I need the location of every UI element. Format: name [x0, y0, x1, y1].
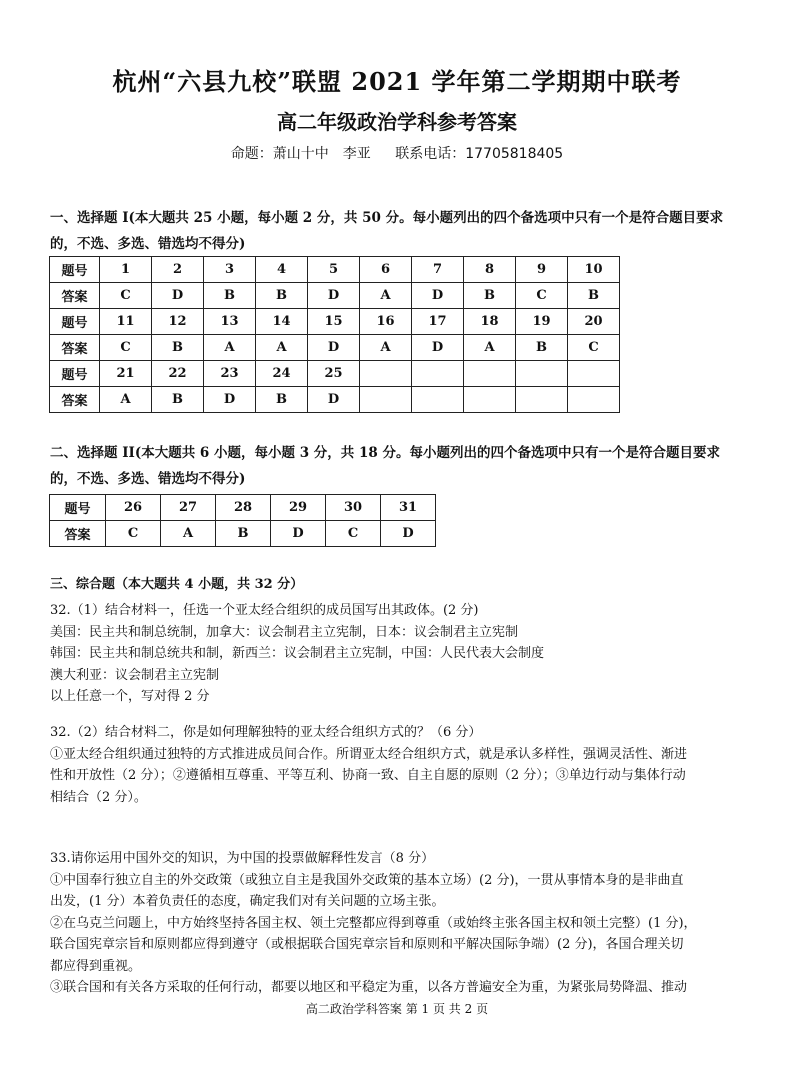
- table-cell: A: [204, 335, 256, 361]
- q33-question: 33.请你运用中国外交的知识，为中国的投票做解释性发言（8 分）: [50, 851, 435, 866]
- answer-line: 澳大利亚：议会制君主立宪制: [50, 667, 220, 683]
- table-cell: A: [161, 521, 216, 547]
- q32-2-question: 32.（2）结合材料二，你是如何理解独特的亚太经合组织方式的？（6 分）: [50, 725, 482, 740]
- q32-2-block: [50, 722, 744, 808]
- table-cell: [412, 387, 464, 413]
- row-label: 答案: [50, 521, 106, 547]
- author-line: [0, 143, 794, 163]
- section2-heading: 二、选择题 II(本大题共 6 小题，每小题 3 分，共 18 分。每小题列出的四个备选项中只有一个是符合题目要求 的，不选、多选、错选均不得分): [50, 445, 720, 487]
- table-cell: 4: [256, 257, 308, 283]
- table-cell: B: [152, 335, 204, 361]
- table-cell: C: [516, 283, 568, 309]
- section3-heading: 三、综合题（本大题共 4 小题，共 32 分）: [50, 577, 304, 592]
- page-footer: 高二政治学科答案 第 1 页 共 2 页: [305, 1002, 489, 1016]
- page-subtitle: 高二年级政治学科参考答案: [277, 110, 517, 134]
- table-cell: [360, 361, 412, 387]
- table-cell: [516, 361, 568, 387]
- table-cell: 27: [161, 495, 216, 521]
- answer-line: 出发，(1 分）本着负责任的态度，确定我们对有关问题的立场主张。: [50, 894, 445, 909]
- table-row: [50, 257, 620, 283]
- answer-line: 都应得到重视。: [50, 958, 142, 974]
- table-cell: 20: [568, 309, 620, 335]
- table-cell: 29: [271, 495, 326, 521]
- table-cell: C: [100, 335, 152, 361]
- table-cell: B: [516, 335, 568, 361]
- table-cell: 30: [326, 495, 381, 521]
- table-cell: B: [464, 283, 516, 309]
- table-cell: 6: [360, 257, 412, 283]
- table-cell: D: [308, 283, 360, 309]
- table-cell: D: [308, 387, 360, 413]
- table-cell: 26: [106, 495, 161, 521]
- answer-line: 相结合（2 分）。: [50, 789, 147, 805]
- table-cell: A: [360, 283, 412, 309]
- answer-line: 联合国宪章宗旨和原则都应得到遵守（或根据联合国宪章宗旨和原则和平解决国际争端）(2 分)，各国合理关切: [50, 937, 684, 952]
- table-cell: 14: [256, 309, 308, 335]
- table-cell: 7: [412, 257, 464, 283]
- table-cell: D: [412, 335, 464, 361]
- table-cell: D: [381, 521, 436, 547]
- author: 命题：萧山十中 李亚: [230, 146, 371, 162]
- table-cell: 10: [568, 257, 620, 283]
- table-cell: A: [360, 335, 412, 361]
- table-cell: D: [308, 335, 360, 361]
- table-cell: 24: [256, 361, 308, 387]
- table-row: [50, 387, 620, 413]
- row-label: 答案: [50, 387, 100, 413]
- section1-heading: 一、选择题 I(本大题共 25 小题，每小题 2 分，共 50 分。每小题列出的四个备选项中只有一个是符合题目要求 的，不选、多选、错选均不得分): [50, 210, 724, 252]
- row-label: 题号: [50, 361, 100, 387]
- table-cell: B: [568, 283, 620, 309]
- table-cell: C: [326, 521, 381, 547]
- answer-line: ②在乌克兰问题上，中方始终坚持各国主权、领土完整都应得到尊重（或始终主张各国主权和领土完整）(1 分)，: [50, 915, 697, 931]
- answer-line: 性和开放性（2 分）；②遵循相互尊重、平等互利、协商一致、自主自愿的原则（2 分）；③单边行动与集体行动: [50, 768, 686, 783]
- table-cell: 1: [100, 257, 152, 283]
- table-cell: 25: [308, 361, 360, 387]
- table-cell: D: [412, 283, 464, 309]
- table-cell: B: [256, 387, 308, 413]
- table-cell: 15: [308, 309, 360, 335]
- table-cell: D: [204, 387, 256, 413]
- table-row: [50, 521, 436, 547]
- answer-line: ①亚太经合组织通过独特的方式推进成员间合作。所谓亚太经合组织方式，就是承认多样性，强调灵活性、渐进: [50, 746, 688, 762]
- row-label: 题号: [50, 257, 100, 283]
- row-label: 题号: [50, 495, 106, 521]
- table-cell: B: [256, 283, 308, 309]
- table-cell: D: [271, 521, 326, 547]
- table-cell: [464, 361, 516, 387]
- answer-line: ①中国奉行独立自主的外交政策（或独立自主是我国外交政策的基本立场）(2 分)，一贯从事情本身的是非曲直: [50, 872, 684, 888]
- table-cell: 11: [100, 309, 152, 335]
- table-cell: 21: [100, 361, 152, 387]
- q32-1-block: [50, 600, 744, 708]
- table-cell: B: [204, 283, 256, 309]
- table-cell: B: [216, 521, 271, 547]
- table-cell: 13: [204, 309, 256, 335]
- table-cell: C: [568, 335, 620, 361]
- table-cell: 2: [152, 257, 204, 283]
- table-cell: C: [100, 283, 152, 309]
- table-cell: 16: [360, 309, 412, 335]
- answer-line: 美国：民主共和制总统制，加拿大：议会制君主立宪制，日本：议会制君主立宪制: [50, 624, 519, 640]
- answer-line: 韩国：民主共和制总统共和制，新西兰：议会制君主立宪制，中国：人民代表大会制度: [50, 646, 545, 661]
- table-cell: 31: [381, 495, 436, 521]
- table-cell: 12: [152, 309, 204, 335]
- table-cell: 9: [516, 257, 568, 283]
- answer-table-1: [49, 256, 620, 413]
- table-row: [50, 495, 436, 521]
- table-cell: B: [152, 387, 204, 413]
- page-title: 杭州“六县九校”联盟 2021 学年第二学期期中联考: [112, 67, 682, 96]
- table-row: [50, 283, 620, 309]
- table-cell: 28: [216, 495, 271, 521]
- table-cell: D: [152, 283, 204, 309]
- row-label: 答案: [50, 335, 100, 361]
- q32-1-question: 32.（1）结合材料一，任选一个亚太经合组织的成员国写出其政体。(2 分): [50, 603, 479, 618]
- table-cell: 8: [464, 257, 516, 283]
- phone: 联系电话：17705818405: [395, 146, 564, 162]
- table-cell: 3: [204, 257, 256, 283]
- table-cell: 5: [308, 257, 360, 283]
- table-cell: 17: [412, 309, 464, 335]
- table-cell: [412, 361, 464, 387]
- table-cell: [464, 387, 516, 413]
- table-cell: A: [100, 387, 152, 413]
- table-cell: [360, 387, 412, 413]
- answer-line: 以上任意一个，写对得 2 分: [50, 689, 210, 704]
- table-cell: [568, 387, 620, 413]
- answer-table-2: [49, 494, 436, 547]
- table-cell: [568, 361, 620, 387]
- table-cell: 23: [204, 361, 256, 387]
- table-cell: 18: [464, 309, 516, 335]
- table-row: [50, 361, 620, 387]
- table-cell: [516, 387, 568, 413]
- table-cell: C: [106, 521, 161, 547]
- table-cell: 19: [516, 309, 568, 335]
- row-label: 题号: [50, 309, 100, 335]
- table-cell: A: [256, 335, 308, 361]
- table-row: [50, 335, 620, 361]
- table-cell: A: [464, 335, 516, 361]
- row-label: 答案: [50, 283, 100, 309]
- table-row: [50, 309, 620, 335]
- table-cell: 22: [152, 361, 204, 387]
- q33-block: [50, 848, 744, 999]
- answer-line: ③联合国和有关各方采取的任何行动，都要以地区和平稳定为重，以各方普遍安全为重，为紧张局势降温、推动: [50, 980, 688, 995]
